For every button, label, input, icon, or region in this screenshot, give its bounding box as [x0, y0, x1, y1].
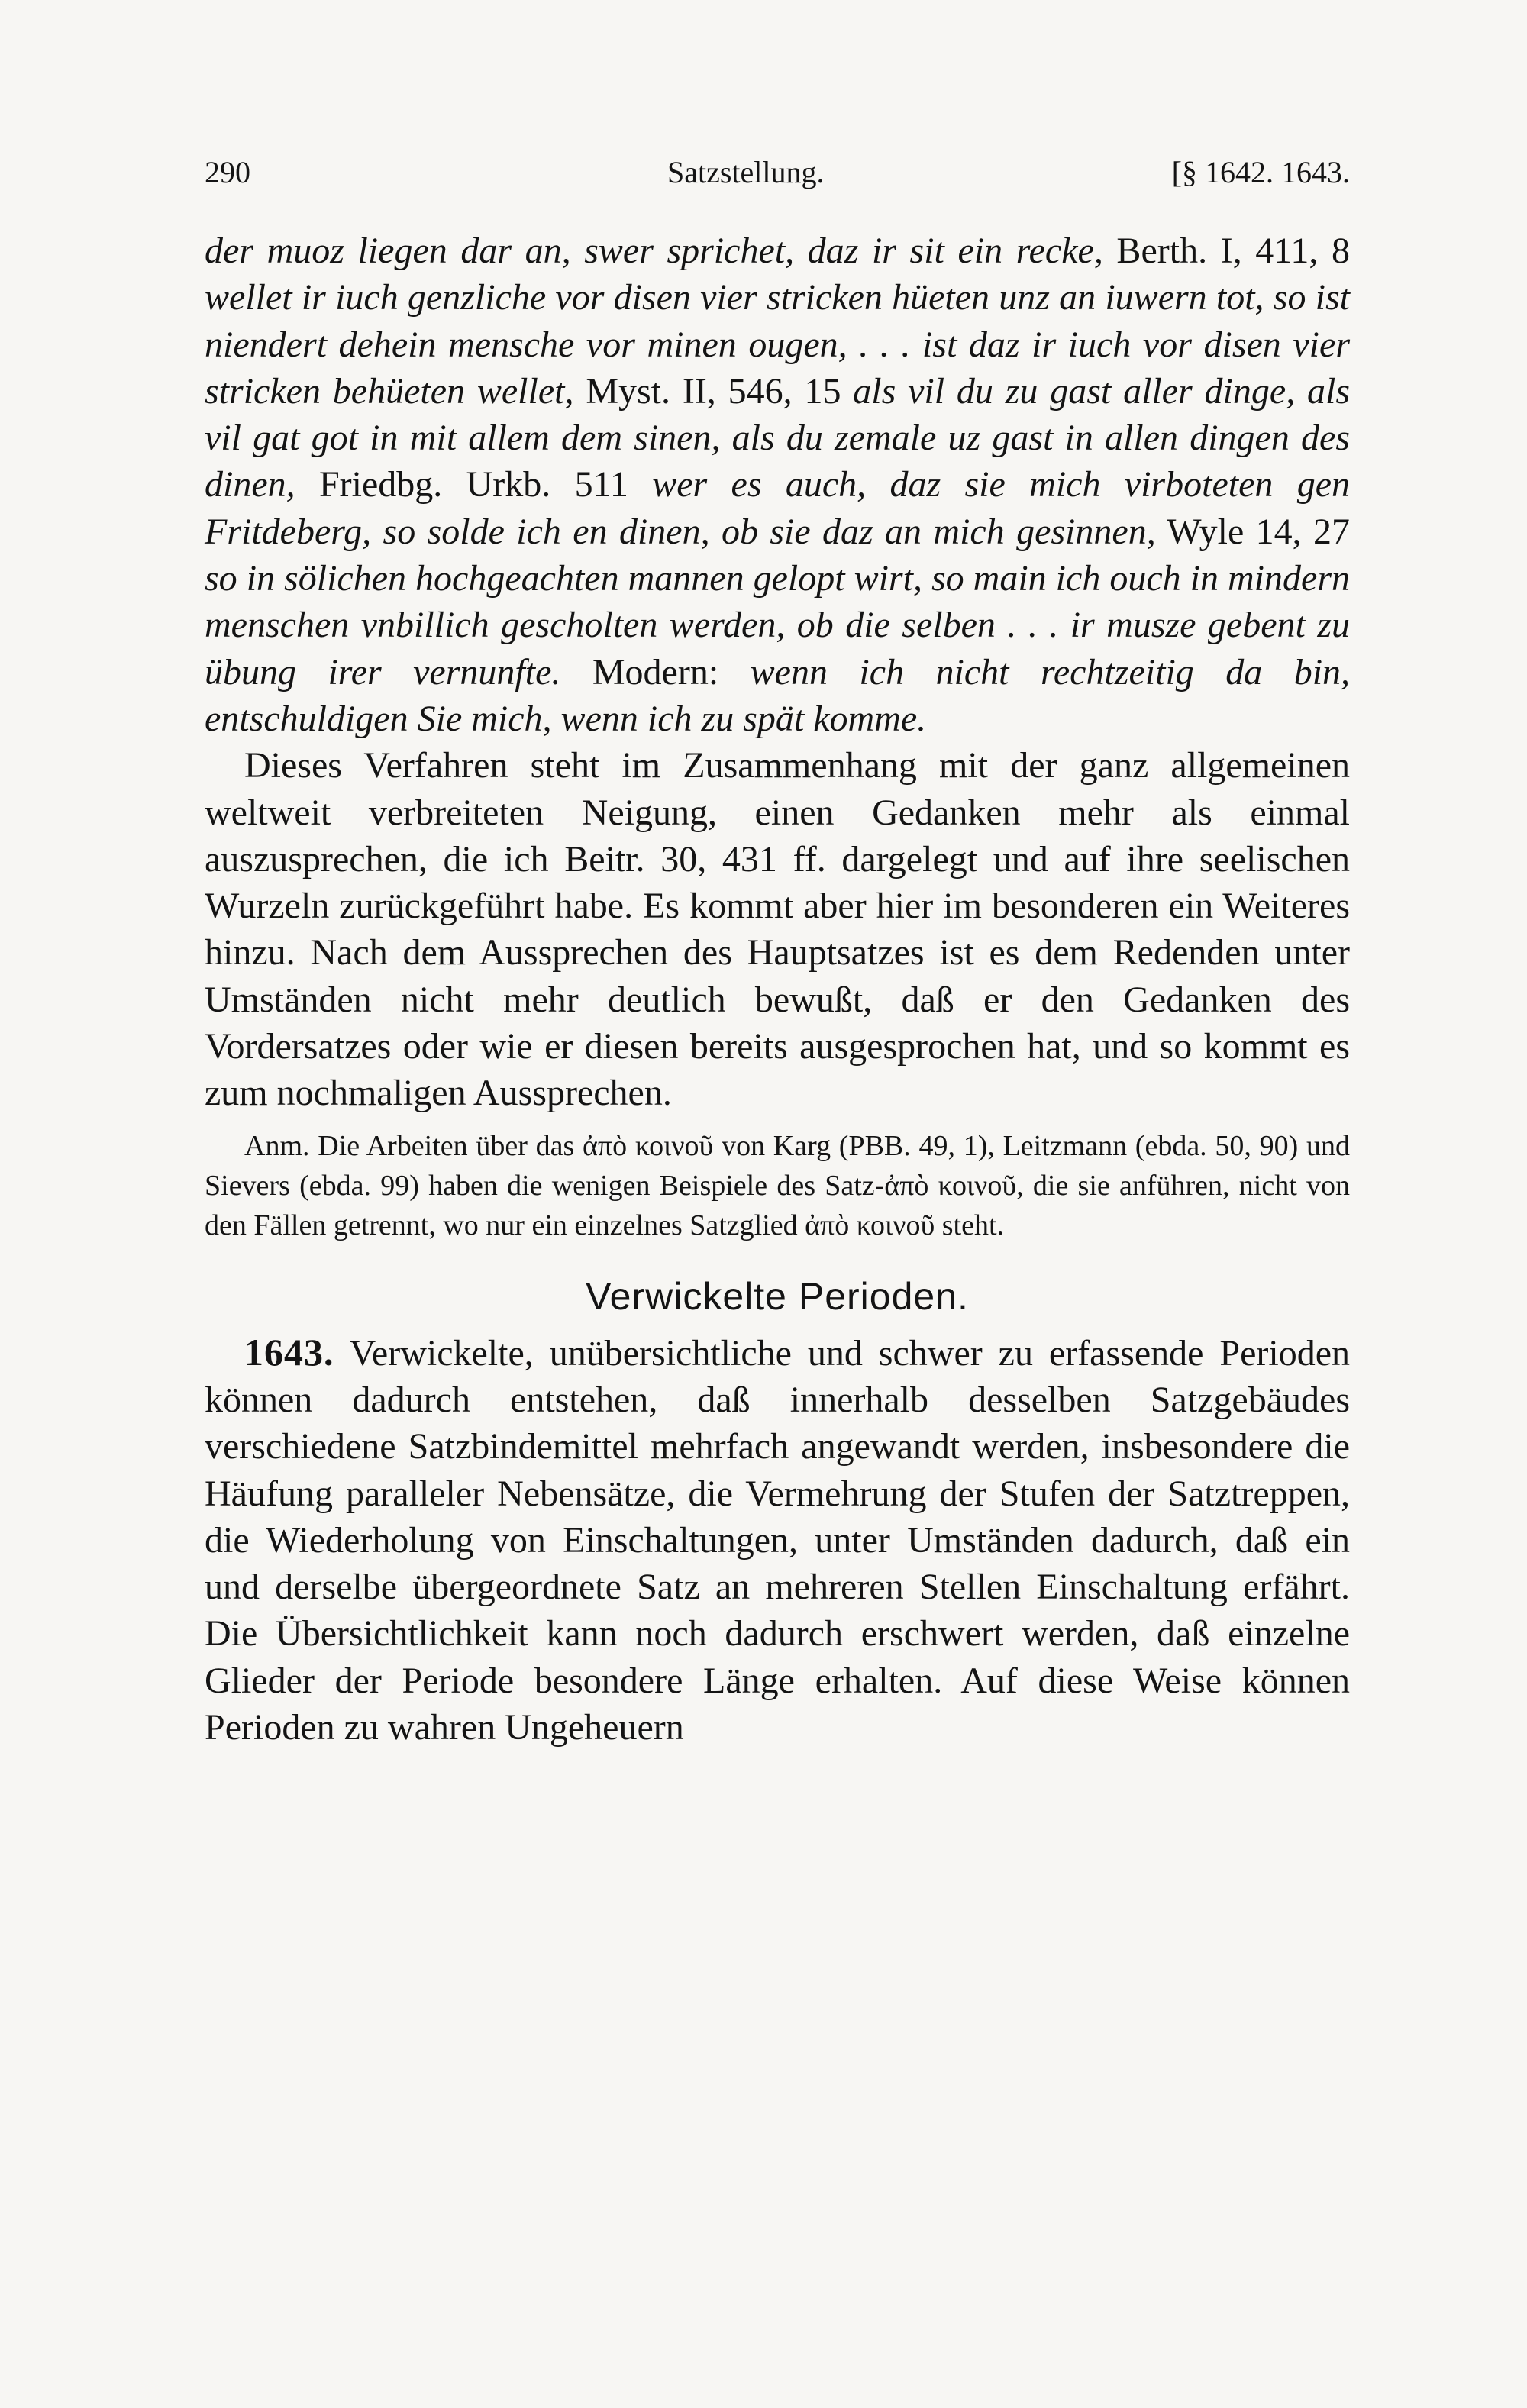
- example-quote: wenn ich nicht rechtzeitig da bin, entschuldigen Sie mich, wenn ich zu spät komme.: [205, 651, 1351, 739]
- section-1643-paragraph: [205, 1329, 1350, 1751]
- paragraph-text: Verwickelte, unübersichtliche und schwer zu erfassende Perioden können dadurch entstehen, daß innerhalb desselben Satzgebäudes verschiedene Satzbindemittel mehrfach angewandt werden, insbesondere die Häufung paralleler Nebensätze, die Vermehrung der Stufen der Satztreppen, die Wiederholung von Einschaltungen, unter Umständen dadurch, daß ein und derselbe übergeordnete Satz an mehreren Stellen Einschaltung erfährt. Die Übersichtlichkeit kann noch dadurch erschwert werden, daß einzelne Glieder der Periode besondere Länge erhalten. Auf diese Weise können Perioden zu wahren Ungeheuern: [205, 1332, 1350, 1748]
- main-text: [205, 228, 1350, 1117]
- paragraph-number: 1643.: [244, 1330, 334, 1373]
- examples-paragraph: [205, 228, 1350, 742]
- citation: Berth. I, 411, 8: [1116, 231, 1351, 271]
- example-quote: wer es auch, daz sie mich virboteten gen Fritdeberg, so solde ich en dinen, ob sie daz an mich gesinnen,: [205, 464, 1351, 552]
- annotation-note: Anm. Die Arbeiten über das ἀπὸ κοινοῦ von Karg (PBB. 49, 1), Leitzmann (ebda. 50, 90) und Sievers (ebda. 99) haben die wenigen Beispiele des Satz-ἀπὸ κοινοῦ, die sie anführen, nicht von den Fällen getrennt, wo nur ein einzelnes Satzglied ἀπὸ κοινοῦ steht.: [205, 1129, 1350, 1241]
- example-quote: der muoz liegen dar an, swer sprichet, daz ir sit ein recke,: [205, 231, 1103, 271]
- page-number: 290: [205, 155, 250, 189]
- example-quote: wellet ir iuch genzliche vor disen vier stricken hüeten unz an iuwern tot, so ist niendert dehein mensche vor minen ougen, . . . ist daz ir iuch vor disen vier stricken behüeten wellet,: [205, 277, 1350, 412]
- running-header: [205, 145, 1350, 206]
- example-quote: so in sölichen hochgeachten mannen gelopt wirt, so main ich ouch in mindern menschen vnbillich gescholten werden, ob die selben . . . ir musze gebent zu übung irer vernunfte.: [205, 558, 1350, 692]
- example-quote: als vil du zu gast aller dinge, als vil gat got in mit allem dem sinen, als du zemale uz gast in allen dingen des dinen,: [205, 370, 1351, 505]
- modern-label: Modern:: [592, 651, 719, 692]
- section-text: [205, 1329, 1350, 1751]
- citation: Wyle 14, 27: [1167, 511, 1350, 552]
- section-heading: Verwickelte Perioden.: [586, 1274, 969, 1318]
- citation: Myst. II, 546, 15: [586, 370, 841, 412]
- book-page: [205, 145, 1350, 1751]
- citation: Friedbg. Urkb. 511: [318, 464, 628, 505]
- running-title: Satzstellung.: [667, 155, 825, 189]
- explanation-paragraph: Dieses Verfahren steht im Zusammenhang mit der ganz allgemeinen weltweit verbreiteten Neigung, einen Gedanken mehr als einmal auszusprechen, die ich Beitr. 30, 431 ff. dargelegt und auf ihre seelischen Wurzeln zurückgeführt habe. Es kommt aber hier im besonderen ein Weiteres hinzu. Nach dem Aussprechen des Hauptsatzes ist es dem Redenden unter Umständen nicht mehr deutlich bewußt, daß er den Gedanken des Vordersatzes oder wie er diesen bereits ausgesprochen hat, und so kommt es zum nochmaligen Aussprechen.: [205, 745, 1350, 1114]
- section-reference: [§ 1642. 1643.: [1171, 155, 1350, 189]
